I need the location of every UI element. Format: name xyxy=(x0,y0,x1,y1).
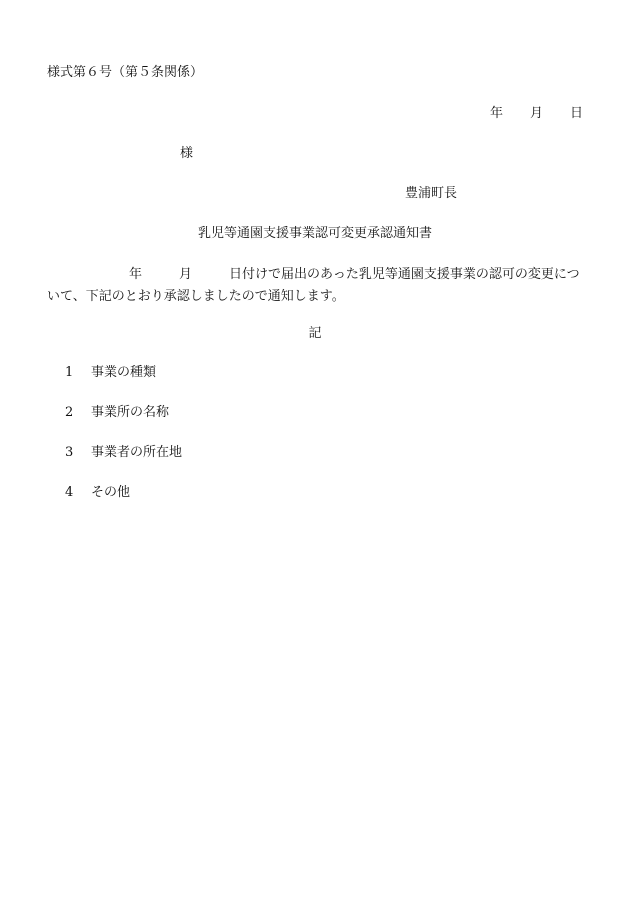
item-number: 3 xyxy=(65,445,74,460)
list-item xyxy=(65,365,156,381)
date-day-label: 日 xyxy=(570,106,584,121)
body-line-2: いて、下記のとおり承認しましたので通知します。 xyxy=(47,289,345,304)
sender-name: 豊浦町長 xyxy=(405,186,458,201)
body-paragraph xyxy=(47,264,587,308)
item-number: 2 xyxy=(65,405,74,420)
recipient-suffix: 様 xyxy=(180,146,194,161)
body-line-1-text: 日付けで届出のあった乳児等通園支援事業の認可の変更につ xyxy=(229,267,580,282)
item-number: 4 xyxy=(65,485,74,500)
ki-heading: 記 xyxy=(308,326,322,341)
body-year-label: 年 xyxy=(129,267,143,282)
document-title: 乳児等通園支援事業認可変更承認通知書 xyxy=(197,226,432,241)
body-month-label: 月 xyxy=(179,267,193,282)
item-label: 事業の種類 xyxy=(91,365,157,380)
item-label: 事業所の名称 xyxy=(91,405,170,420)
item-number: 1 xyxy=(65,365,74,380)
item-label: その他 xyxy=(91,485,131,500)
date-year-label: 年 xyxy=(490,106,504,121)
item-label: 事業者の所在地 xyxy=(91,445,183,460)
list-item xyxy=(65,485,130,501)
body-line-1 xyxy=(47,264,587,286)
list-item xyxy=(65,405,169,421)
form-number: 様式第６号（第５条関係） xyxy=(47,65,204,80)
list-item xyxy=(65,445,182,461)
date-month-label: 月 xyxy=(530,106,544,121)
